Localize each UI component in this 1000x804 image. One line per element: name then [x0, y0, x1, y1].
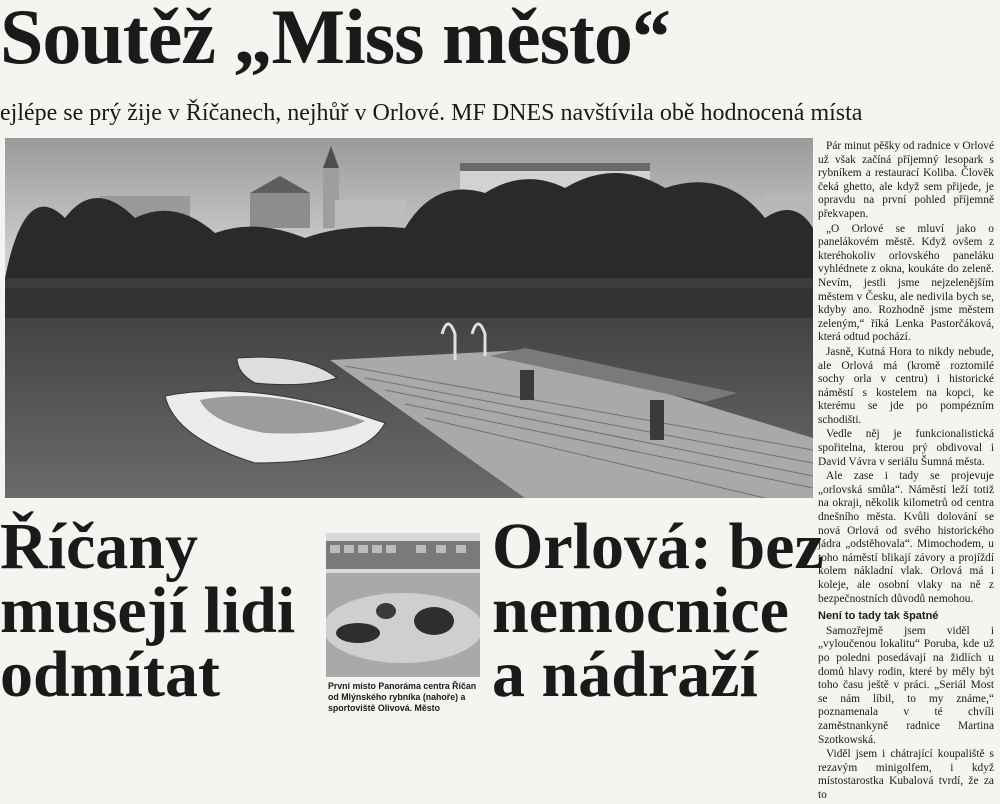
article-paragraph: Jasně, Kutná Hora to nikdy nebude, ale Orlová má (kromě roztomilé sochy orla v centru) i historické náměstí s kostelem na kopci, ke kterému se jde po pompézním schodišti.	[818, 345, 994, 426]
ricany-headline-line: musejí lidi	[0, 574, 296, 647]
article-paragraph: Pár minut pěšky od radnice v Orlové už však začíná příjemný lesopark s rybníkem a restaurací Koliba. Člověk čeká ghetto, ale když sem přijede, je opravdu na první pohled příjemně překvapen.	[818, 140, 994, 220]
orlova-headline	[492, 510, 824, 711]
orlova-headline-line: a nádraží	[492, 638, 758, 711]
lake-photo	[5, 138, 813, 498]
article-column	[818, 140, 994, 804]
ricany-headline	[0, 510, 296, 711]
article-paragraph: Vedle něj je funkcionalistická spořitelna, kterou prý obdivoval i David Vávra v seriálu Šumná města.	[818, 428, 994, 468]
headline: Soutěž „Miss město“	[0, 0, 670, 80]
article-paragraph: Samozřejmě jsem viděl i „vyloučenou lokalitu“ Poruba, kde už po poledni posedávají na židlích u domů hlavy rodin, které by měly být toho času ještě v práci. „Seriál Most se nám líbil, to my známe,“ poznamenala v té chvíli zaměstnankyně radnice Martina Szotkowská.	[818, 624, 994, 746]
photo-caption: První místo Panoráma centra Říčan od Mlýnského rybníka (nahoře) a sportoviště Olivová. Město	[328, 681, 477, 713]
orlova-headline-line: Orlová: bez	[492, 510, 824, 583]
article-subheading: Není to tady tak špatné	[818, 610, 939, 623]
subheadline: ejlépe se prý žije v Říčanech, nejhůř v Orlové. MF DNES navštívila obě hodnocená místa	[0, 100, 863, 126]
ricany-headline-line: Říčany	[0, 510, 198, 583]
article-paragraph: Ale zase i tady se projevuje „orlovská smůla“. Náměstí leží totiž na okraji, několik kilometrů od centra dnešního města. Kvůli dolování se nová Orlová od svého historického jádra „odstěhovala“. Mimochodem, u toho náměstí blikají závory a projíždí kolem nákladní vlak. Orlová má i koleje, ale osobní vlaky na ně z bezpečnostních důvodů nemohou.	[818, 470, 994, 605]
article-paragraph: „O Orlové se mluví jako o panelákovém městě. Když ovšem z kteréhokoliv orlovského paneláku vyhlédnete z okna, koukáte do zeleně. Nevím, jestli jsme nejzelenějším městem v Česku, ale nedivila bych se, kdyby ano. Rozhodně jsme městem zeleným,“ říká Lenka Pastorčáková, která odtud pochází.	[818, 222, 994, 344]
sports-ground-photo	[326, 533, 480, 677]
orlova-headline-line: nemocnice	[492, 574, 789, 647]
article-paragraph: Viděl jsem i chátrající koupaliště s rezavým minigolfem, i když místostarostka Kubalová tvrdí, že za to	[818, 748, 994, 801]
ricany-headline-line: odmítat	[0, 638, 220, 711]
